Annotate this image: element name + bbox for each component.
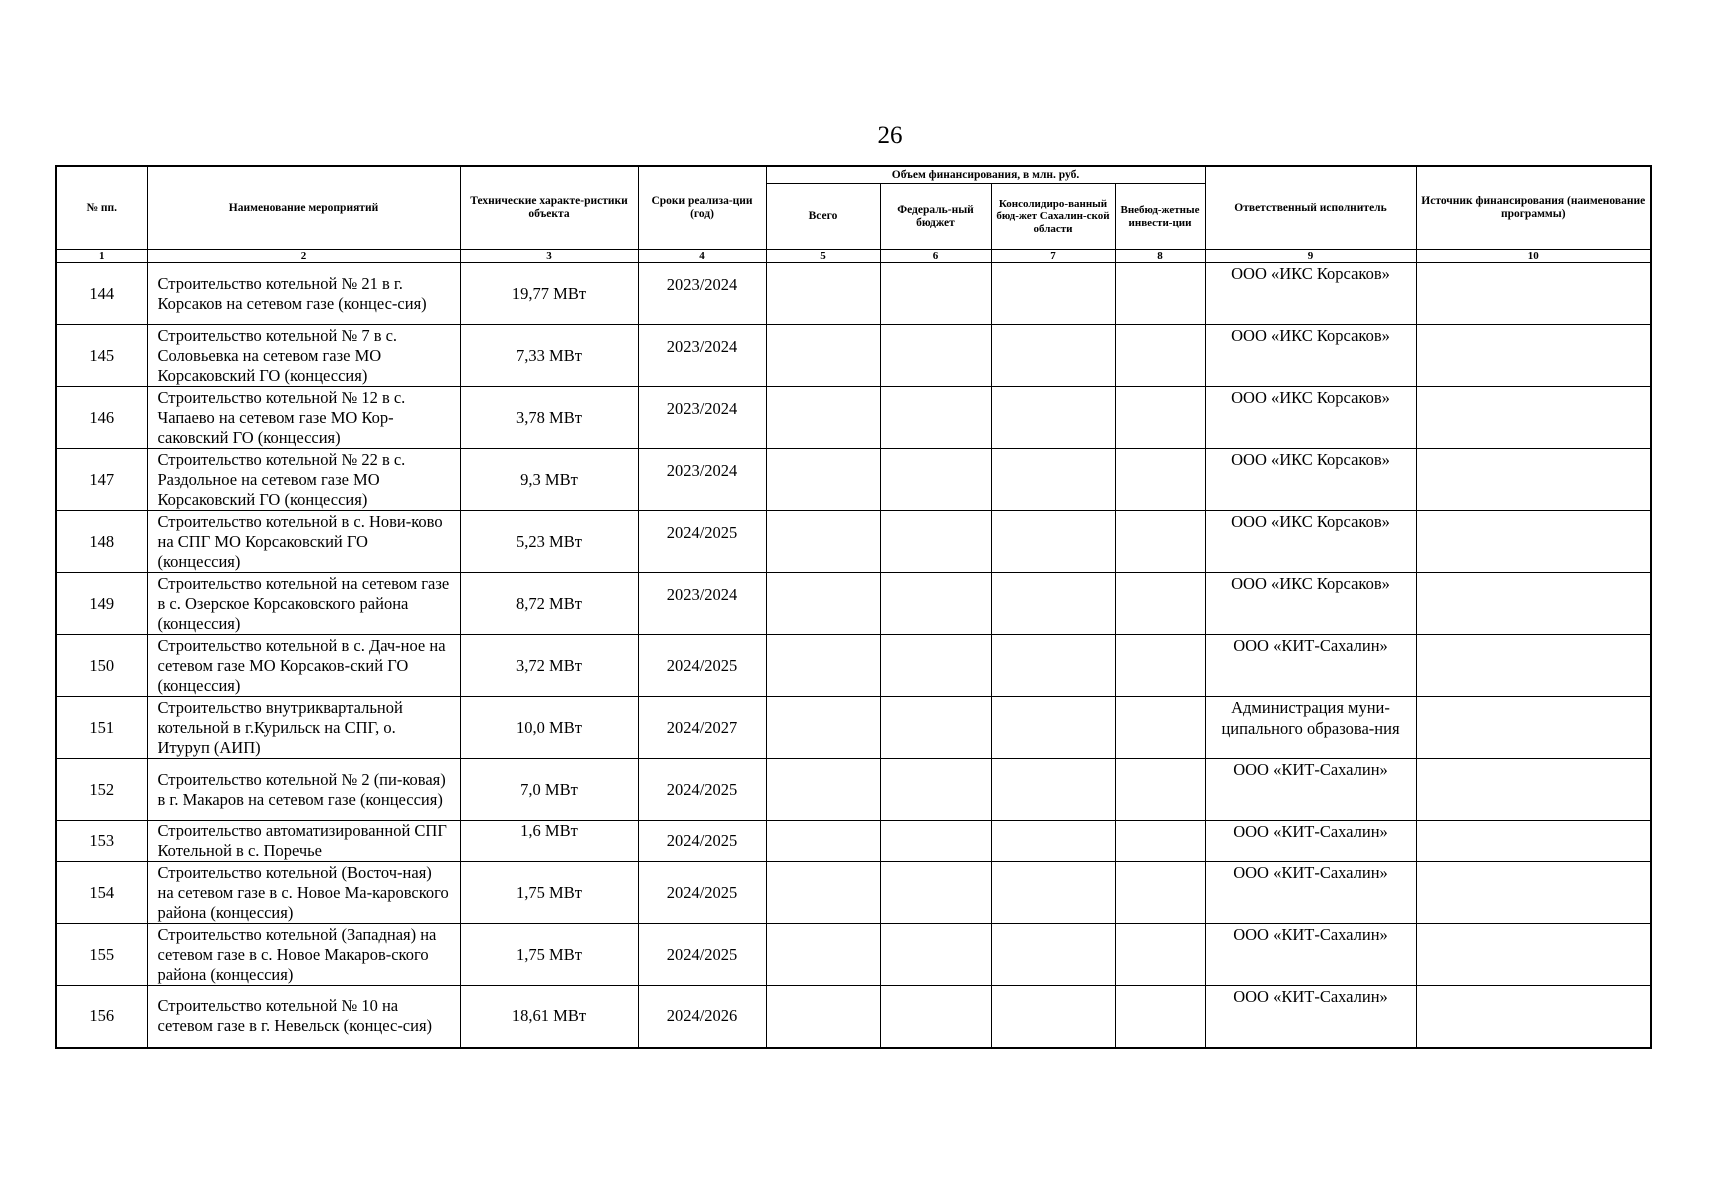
row-number: 144 — [56, 263, 147, 325]
row-term: 2024/2025 — [638, 862, 766, 924]
column-number: 8 — [1115, 250, 1205, 263]
row-term: 2023/2024 — [638, 449, 766, 511]
header-federal: Федераль-ный бюджет — [880, 184, 991, 250]
column-number: 6 — [880, 250, 991, 263]
row-extrabudget — [1115, 387, 1205, 449]
row-extrabudget — [1115, 862, 1205, 924]
row-federal — [880, 986, 991, 1048]
row-name: Строительство внутриквартальной котельной в г.Курильск на СПГ, о. Итуруп (АИП) — [147, 697, 460, 759]
table-row — [56, 635, 1651, 697]
header-financing-group: Объем финансирования, в млн. руб. — [766, 166, 1205, 184]
column-number: 7 — [991, 250, 1115, 263]
row-executor: ООО «ИКС Корсаков» — [1205, 263, 1416, 325]
row-term: 2024/2025 — [638, 759, 766, 821]
row-name: Строительство котельной № 12 в с. Чапаево на сетевом газе МО Кор-саковский ГО (концессия) — [147, 387, 460, 449]
page-number: 26 — [877, 122, 903, 149]
row-total — [766, 573, 880, 635]
header-row-top — [56, 166, 1651, 184]
row-executor: ООО «КИТ-Сахалин» — [1205, 635, 1416, 697]
row-tech: 1,6 МВт — [460, 821, 638, 862]
row-executor: Администрация муни-ципального образова-ния — [1205, 697, 1416, 759]
row-number: 146 — [56, 387, 147, 449]
row-name: Строительство котельной (Восточ-ная) на сетевом газе в с. Новое Ма-каровского района (концессия) — [147, 862, 460, 924]
table-row — [56, 862, 1651, 924]
table-row — [56, 986, 1651, 1048]
table-row — [56, 924, 1651, 986]
header-source: Источник финансирования (наименование программы) — [1416, 166, 1651, 250]
row-federal — [880, 759, 991, 821]
row-source — [1416, 986, 1651, 1048]
column-number: 1 — [56, 250, 147, 263]
row-term: 2023/2024 — [638, 263, 766, 325]
row-consolidated — [991, 924, 1115, 986]
row-executor: ООО «ИКС Корсаков» — [1205, 511, 1416, 573]
row-tech: 9,3 МВт — [460, 449, 638, 511]
column-number: 9 — [1205, 250, 1416, 263]
row-executor: ООО «КИТ-Сахалин» — [1205, 862, 1416, 924]
row-total — [766, 635, 880, 697]
table-body — [56, 263, 1651, 1048]
row-extrabudget — [1115, 573, 1205, 635]
row-source — [1416, 263, 1651, 325]
row-number: 149 — [56, 573, 147, 635]
row-number: 153 — [56, 821, 147, 862]
table-row — [56, 573, 1651, 635]
row-tech: 7,33 МВт — [460, 325, 638, 387]
row-consolidated — [991, 573, 1115, 635]
row-name: Строительство котельной в с. Нови-ково на СПГ МО Корсаковский ГО (концессия) — [147, 511, 460, 573]
column-number: 10 — [1416, 250, 1651, 263]
row-tech: 3,78 МВт — [460, 387, 638, 449]
row-tech: 1,75 МВт — [460, 924, 638, 986]
row-executor: ООО «КИТ-Сахалин» — [1205, 821, 1416, 862]
row-total — [766, 263, 880, 325]
row-number: 145 — [56, 325, 147, 387]
row-number: 156 — [56, 986, 147, 1048]
row-term: 2024/2025 — [638, 821, 766, 862]
row-name: Строительство котельной № 22 в с. Раздольное на сетевом газе МО Корсаковский ГО (концессия) — [147, 449, 460, 511]
table-row — [56, 387, 1651, 449]
row-consolidated — [991, 821, 1115, 862]
row-executor: ООО «КИТ-Сахалин» — [1205, 924, 1416, 986]
row-total — [766, 821, 880, 862]
row-extrabudget — [1115, 986, 1205, 1048]
row-extrabudget — [1115, 924, 1205, 986]
row-name: Строительство котельной № 21 в г. Корсаков на сетевом газе (концес-сия) — [147, 263, 460, 325]
row-federal — [880, 387, 991, 449]
row-consolidated — [991, 263, 1115, 325]
row-extrabudget — [1115, 449, 1205, 511]
table-row — [56, 511, 1651, 573]
table-row — [56, 263, 1651, 325]
header-name: Наименование мероприятий — [147, 166, 460, 250]
row-total — [766, 387, 880, 449]
row-consolidated — [991, 387, 1115, 449]
row-executor: ООО «ИКС Корсаков» — [1205, 387, 1416, 449]
row-extrabudget — [1115, 635, 1205, 697]
row-extrabudget — [1115, 263, 1205, 325]
row-extrabudget — [1115, 821, 1205, 862]
row-name: Строительство котельной (Западная) на сетевом газе в с. Новое Макаров-ского района (концессия) — [147, 924, 460, 986]
row-number: 147 — [56, 449, 147, 511]
row-tech: 7,0 МВт — [460, 759, 638, 821]
row-source — [1416, 924, 1651, 986]
row-name: Строительство автоматизированной СПГ Котельной в с. Поречье — [147, 821, 460, 862]
row-federal — [880, 325, 991, 387]
row-term: 2023/2024 — [638, 387, 766, 449]
row-executor: ООО «КИТ-Сахалин» — [1205, 759, 1416, 821]
row-term: 2023/2024 — [638, 573, 766, 635]
row-extrabudget — [1115, 325, 1205, 387]
row-consolidated — [991, 697, 1115, 759]
row-federal — [880, 821, 991, 862]
table-row — [56, 821, 1651, 862]
row-consolidated — [991, 635, 1115, 697]
header-num: № пп. — [56, 166, 147, 250]
row-federal — [880, 697, 991, 759]
header-term: Сроки реализа-ции (год) — [638, 166, 766, 250]
row-source — [1416, 759, 1651, 821]
row-number: 148 — [56, 511, 147, 573]
row-total — [766, 862, 880, 924]
row-federal — [880, 573, 991, 635]
row-total — [766, 325, 880, 387]
row-term: 2024/2025 — [638, 511, 766, 573]
row-consolidated — [991, 325, 1115, 387]
header-extrabudget: Внебюд-жетные инвести-ции — [1115, 184, 1205, 250]
row-number: 154 — [56, 862, 147, 924]
table-row — [56, 759, 1651, 821]
row-total — [766, 511, 880, 573]
table-row — [56, 697, 1651, 759]
column-number: 4 — [638, 250, 766, 263]
row-tech: 19,77 МВт — [460, 263, 638, 325]
row-name: Строительство котельной № 10 на сетевом газе в г. Невельск (концес-сия) — [147, 986, 460, 1048]
row-total — [766, 986, 880, 1048]
row-source — [1416, 387, 1651, 449]
row-total — [766, 449, 880, 511]
row-source — [1416, 697, 1651, 759]
row-source — [1416, 325, 1651, 387]
row-federal — [880, 263, 991, 325]
table-row — [56, 325, 1651, 387]
header-total: Всего — [766, 184, 880, 250]
row-tech: 18,61 МВт — [460, 986, 638, 1048]
row-tech: 1,75 МВт — [460, 862, 638, 924]
row-number: 151 — [56, 697, 147, 759]
row-source — [1416, 511, 1651, 573]
financing-table — [55, 165, 1652, 1049]
row-executor: ООО «ИКС Корсаков» — [1205, 325, 1416, 387]
row-consolidated — [991, 986, 1115, 1048]
row-tech: 5,23 МВт — [460, 511, 638, 573]
row-consolidated — [991, 862, 1115, 924]
row-term: 2024/2025 — [638, 635, 766, 697]
row-executor: ООО «ИКС Корсаков» — [1205, 573, 1416, 635]
row-total — [766, 697, 880, 759]
column-number: 3 — [460, 250, 638, 263]
row-extrabudget — [1115, 697, 1205, 759]
row-source — [1416, 449, 1651, 511]
row-name: Строительство котельной № 2 (пи-ковая) в г. Макаров на сетевом газе (концессия) — [147, 759, 460, 821]
row-tech: 10,0 МВт — [460, 697, 638, 759]
row-term: 2024/2025 — [638, 924, 766, 986]
row-source — [1416, 573, 1651, 635]
header-tech: Технические характе-ристики объекта — [460, 166, 638, 250]
row-name: Строительство котельной в с. Дач-ное на сетевом газе МО Корсаков-ский ГО (концессия) — [147, 635, 460, 697]
column-number: 5 — [766, 250, 880, 263]
row-federal — [880, 511, 991, 573]
row-total — [766, 924, 880, 986]
header-consolidated: Консолидиро-ванный бюд-жет Сахалин-ской области — [991, 184, 1115, 250]
row-executor: ООО «КИТ-Сахалин» — [1205, 986, 1416, 1048]
header-executor: Ответственный исполнитель — [1205, 166, 1416, 250]
row-source — [1416, 862, 1651, 924]
column-number: 2 — [147, 250, 460, 263]
row-term: 2024/2027 — [638, 697, 766, 759]
row-executor: ООО «ИКС Корсаков» — [1205, 449, 1416, 511]
row-source — [1416, 635, 1651, 697]
row-federal — [880, 924, 991, 986]
row-tech: 3,72 МВт — [460, 635, 638, 697]
column-number-row — [56, 250, 1651, 263]
row-number: 155 — [56, 924, 147, 986]
row-extrabudget — [1115, 759, 1205, 821]
row-federal — [880, 449, 991, 511]
row-term: 2024/2026 — [638, 986, 766, 1048]
row-tech: 8,72 МВт — [460, 573, 638, 635]
table-row — [56, 449, 1651, 511]
row-consolidated — [991, 759, 1115, 821]
row-total — [766, 759, 880, 821]
row-consolidated — [991, 511, 1115, 573]
row-name: Строительство котельной № 7 в с. Соловьевка на сетевом газе МО Корсаковский ГО (концессия) — [147, 325, 460, 387]
row-federal — [880, 862, 991, 924]
row-number: 150 — [56, 635, 147, 697]
row-consolidated — [991, 449, 1115, 511]
row-source — [1416, 821, 1651, 862]
row-term: 2023/2024 — [638, 325, 766, 387]
row-extrabudget — [1115, 511, 1205, 573]
row-name: Строительство котельной на сетевом газе в с. Озерское Корсаковского района (концессия) — [147, 573, 460, 635]
row-federal — [880, 635, 991, 697]
row-number: 152 — [56, 759, 147, 821]
